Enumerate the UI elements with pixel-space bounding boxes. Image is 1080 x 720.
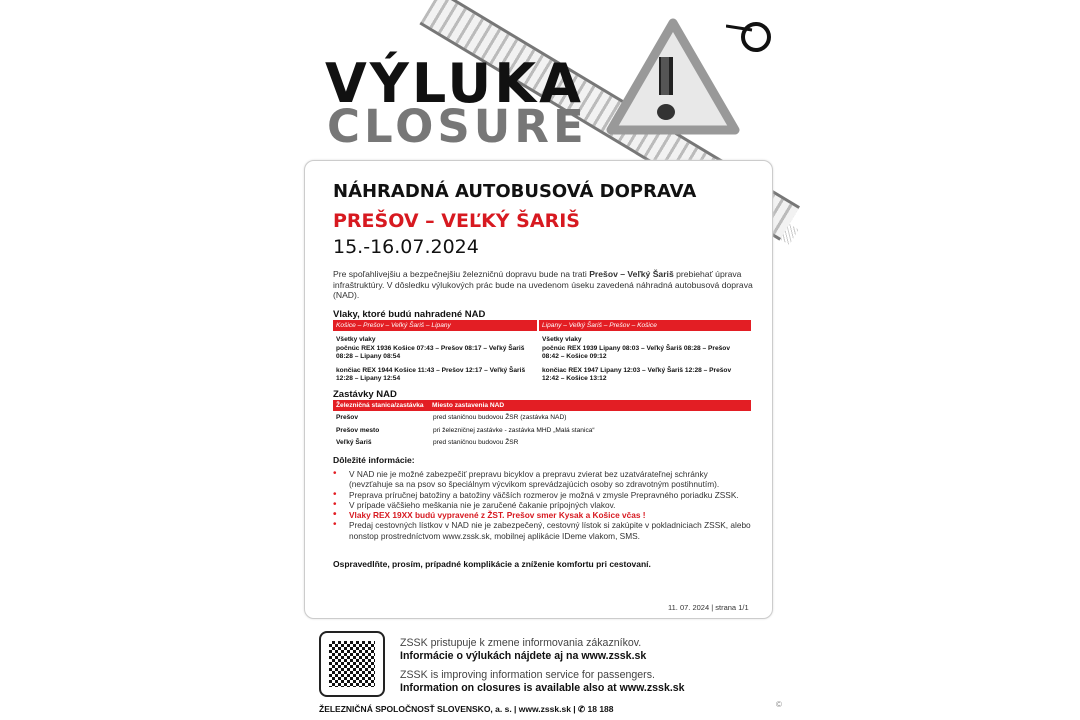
- apology-text: Ospravedlňte, prosím, prípadné komplikácie a zníženie komfortu pri cestovaní.: [333, 559, 651, 569]
- info-item: • Predaj cestovných lístkov v NAD nie je zabezpečený, cestovný lístok si zakúpite v pokladniciach ZSSK, alebo nonstop prostredníctvom www.zssk.sk, mobilnej aplikácie IDeme vlakom, SMS.: [333, 520, 753, 541]
- info-item: • V prípade väčšieho meškania nie je zaručené čakanie prípojných vlakov.: [333, 500, 753, 510]
- copyright-icon: ©: [776, 700, 782, 709]
- stops-section-title: Zastávky NAD: [333, 389, 397, 400]
- footer-en-line2[interactable]: Information on closures is available also at www.zssk.sk: [400, 682, 685, 694]
- footer-en-line1: ZSSK is improving information service for passengers.: [400, 669, 655, 681]
- dir1-header: Košice – Prešov – Veľký Šariš – Lipany: [333, 320, 537, 331]
- title-closure: CLOSURE: [327, 100, 588, 153]
- intro-text: Pre spoľahlivejšiu a bezpečnejšiu železničnú dopravu bude na trati Prešov – Veľký Šariš prebiehať úprava infraštruktúry. V dôsledku výlukových prác bude na uvedenom úseku zavedená náhradná autobusová doprava (NAD).: [333, 269, 753, 300]
- page-footer: 11. 07. 2024 | strana 1/1: [668, 603, 749, 612]
- info-item: • Preprava príručnej batožiny a batožiny väčších rozmerov je možná v zmysle Prepravného poriadku ZSSK.: [333, 490, 753, 500]
- info-item-warning: • Vlaky REX 19XX budú vypravené z ŽST. Prešov smer Kysak a Košice včas !: [333, 510, 753, 520]
- footer-sk-line1: ZSSK pristupuje k zmene informovania zákazníkov.: [400, 637, 642, 649]
- trains-section-title: Vlaky, ktoré budú nahradené NAD: [333, 309, 486, 320]
- footer-sk-line2[interactable]: Informácie o výlukách nájdete aj na www.zssk.sk: [400, 650, 647, 662]
- dir2-header: Lipany – Veľký Šariš – Prešov – Košice: [539, 320, 751, 331]
- stops-header: Železničná stanica/zastávka Miesto zastavenia NAD: [333, 400, 751, 411]
- qr-code[interactable]: [319, 631, 385, 697]
- info-list: [333, 469, 753, 541]
- title-vyluka: VÝLUKA: [325, 52, 584, 115]
- qr-pattern: [329, 641, 375, 687]
- warning-triangle-icon: [603, 15, 743, 140]
- info-item: • V NAD nie je možné zabezpečiť prepravu bicyklov a prepravu zvierat bez uzatvárateľnej schránky (nevzťahuje sa na psov so špeciálnym výcvikom sprevádzajúcich osoby so zdravotným postihnutím).: [333, 469, 753, 490]
- company-line: ŽELEZNIČNÁ SPOLOČNOSŤ SLOVENSKO, a. s. | www.zssk.sk | ✆ 18 188: [319, 704, 614, 714]
- closure-date: 15.-16.07.2024: [333, 236, 479, 258]
- zssk-logo-icon: [726, 18, 774, 54]
- route-title: PREŠOV – VEĽKÝ ŠARIŠ: [333, 210, 580, 232]
- dir1-trains: Všetky vlaky počnúc REX 1936 Košice 07:43 – Prešov 08:17 – Veľký Šariš 08:28 – Lipany 08:54 končiac REX 1944 Košice 11:43 – Prešov 12:17 – Veľký Šariš 12:28 – Lipany 12:54: [336, 336, 526, 382]
- dir2-trains: Všetky vlaky počnúc REX 1939 Lipany 08:03 – Veľký Šariš 08:28 – Prešov 08:42 – Košice 09:12 končiac REX 1947 Lipany 12:03 – Veľký Šariš 12:28 – Prešov 12:42 – Košice 13:12: [542, 336, 732, 382]
- notice-heading: NÁHRADNÁ AUTOBUSOVÁ DOPRAVA: [333, 181, 697, 202]
- info-title: Dôležité informácie:: [333, 455, 415, 465]
